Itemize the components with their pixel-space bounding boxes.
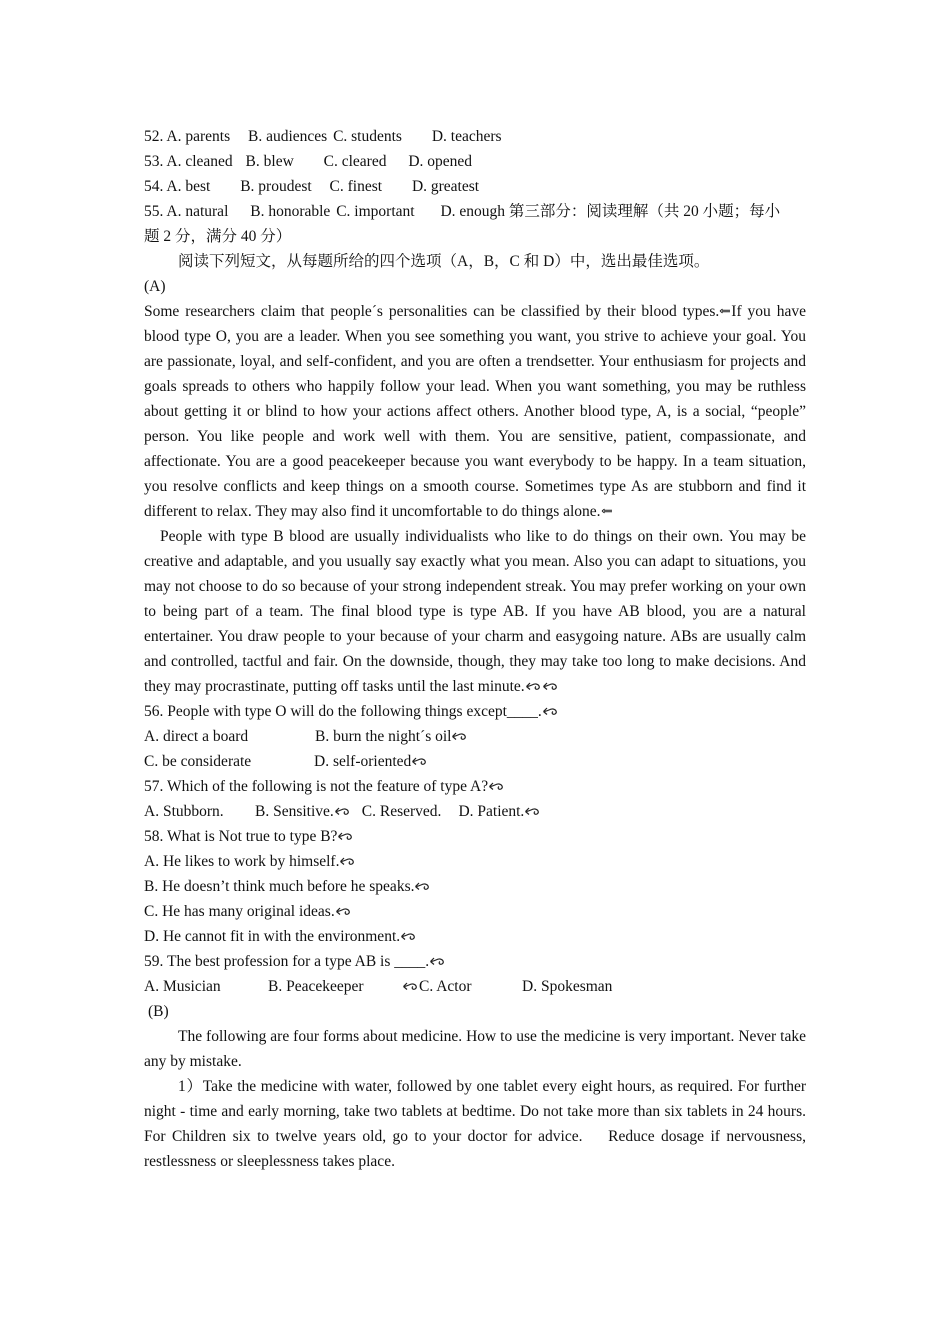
- choice-54-d: D. greatest: [411, 178, 480, 195]
- question-58-option-c: [144, 899, 806, 924]
- question-59-stem: 59. The best profession for a type AB is ____.: [144, 953, 430, 970]
- choice-54-c: C. finest: [329, 178, 383, 195]
- choice-55-c: C. important: [336, 203, 415, 220]
- choice-55-a: 55. A. natural: [144, 203, 229, 220]
- option-58-a: A. He likes to work by himself.: [144, 853, 340, 870]
- passage-b-label: (B): [148, 1003, 169, 1020]
- return-arrow-icon: [411, 756, 428, 767]
- option-57-c: C. Reserved.: [361, 803, 442, 820]
- option-56-c: C. be considerate: [144, 753, 252, 770]
- return-arrow-icon: [337, 831, 354, 842]
- return-arrow-icon: [451, 731, 468, 742]
- passage-a-label: (A): [144, 278, 166, 295]
- option-58-b: B. He doesn’t think much before he speaks.: [144, 878, 415, 895]
- question-59: [144, 949, 806, 974]
- option-56-b: B. burn the night´s oil: [315, 728, 452, 745]
- choice-55-b: B. honorable: [250, 203, 331, 220]
- passage-b-item-1: 1）Take the medicine with water, followed by one tablet every eight hours, as required. For further night - time and early morning, take two tablets at bedtime. Do not take more than six tablets in 24 hours. For Children six to twelve years old, go to your doctor for advice. Reduce dosage if nervousness, restlessness or sleeplessness takes place.: [144, 1078, 810, 1170]
- option-58-d: D. He cannot fit in with the environment.: [144, 928, 401, 945]
- choice-55-d: D. enough: [440, 203, 506, 220]
- paragraph-mark-icon: [601, 506, 613, 516]
- return-arrow-icon: [334, 806, 351, 817]
- passage-a-paragraph-1: [144, 299, 806, 524]
- question-56: [144, 699, 806, 724]
- instruction-text: 阅读下列短文，从每题所给的四个选项（A，B，C 和 D）中，选出最佳选项。: [178, 253, 710, 270]
- option-59-b: B. Peacekeeper: [268, 978, 364, 995]
- question-58-option-a: [144, 849, 806, 874]
- return-arrow-icon: [542, 706, 559, 717]
- option-59-d: D. Spokesman: [522, 978, 613, 995]
- passage-a-para1-start: Some researchers claim that people´s personalities can be classified by their blood types.: [144, 303, 720, 320]
- passage-a-paragraph-2: [144, 524, 806, 699]
- question-56-options-cd: [144, 749, 806, 774]
- choice-52-c: C. students: [333, 128, 402, 145]
- question-57-options: [144, 799, 806, 824]
- passage-a-para2-text: People with type B blood are usually individualists who like to do things on their own. You may be creative and adaptable, and you usually say exactly what you mean. Also you can adapt to situations, you may not choose to do so because of your strong independent streak. You may prefer working on your own to being part of a team. The final blood type is type AB. If you have AB blood, you are a natural entertainer. You draw people to your because of your charm and easygoing nature. ABs are usually calm and controlled, tactful and fair. On the downside, though, they may take too long to make decisions. And they may procrastinate, putting off tasks until the last minute.: [144, 528, 806, 695]
- question-56-stem: 56. People with type O will do the following things except____.: [144, 703, 542, 720]
- choice-54-a: 54. A. best: [144, 178, 211, 195]
- return-arrow-icon: [542, 681, 559, 692]
- choice-52-b: B. audiences: [247, 128, 328, 145]
- option-59-a: A. Musician: [144, 978, 221, 995]
- return-arrow-icon: [335, 906, 352, 917]
- question-56-options-ab: [144, 724, 806, 749]
- choice-53-d: D. opened: [408, 153, 473, 170]
- question-58-option-d: [144, 924, 806, 949]
- question-57-stem: 57. Which of the following is not the feature of type A?: [144, 778, 489, 795]
- choice-53-c: C. cleared: [323, 153, 387, 170]
- option-57-a: A. Stubborn.: [144, 803, 224, 820]
- choice-row-52: [144, 124, 806, 149]
- choice-53-b: B. blew: [245, 153, 294, 170]
- question-57: [144, 774, 806, 799]
- passage-a-para1-rest: If you have blood type O, you are a leader. When you see something you want, you strive to achieve your goal. You are passionate, loyal, and self-confident, and you are often a trendsetter. Your enthusiasm for projects and goals spreads to others who happily follow your lead. When you want something, you may be ruthless about getting it or blind to how your actions affect others. Another blood type, A, is a social, “people” person. You like people and work well with them. You are sensitive, patient, compassionate, and affectionate. You are a good peacekeeper because you want everybody to be happy. In a team situation, you resolve conflicts and keep things on a smooth course. Sometimes type As are stubborn and find it different to relax. They may also find it uncomfortable to do things alone.: [144, 303, 806, 520]
- question-58: [144, 824, 806, 849]
- question-58-stem: 58. What is Not true to type B?: [144, 828, 338, 845]
- passage-b-intro: The following are four forms about medicine. How to use the medicine is very important. Never take any by mistake.: [144, 1028, 806, 1070]
- return-arrow-icon: [402, 981, 419, 992]
- option-58-c: C. He has many original ideas.: [144, 903, 335, 920]
- choice-row-53: [144, 149, 806, 174]
- section-heading: 第三部分：阅读理解（共 20 小题；每小: [508, 203, 781, 220]
- question-58-option-b: [144, 874, 806, 899]
- return-arrow-icon: [488, 781, 505, 792]
- choice-52-a: 52. A. parents: [144, 128, 231, 145]
- return-arrow-icon: [524, 806, 541, 817]
- return-arrow-icon: [429, 956, 446, 967]
- choice-row-55: [144, 199, 806, 224]
- return-arrow-icon: [414, 881, 431, 892]
- section-heading-cont: 题 2 分，满分 40 分）: [144, 228, 292, 245]
- return-arrow-icon: [525, 681, 542, 692]
- option-57-d: D. Patient.: [458, 803, 525, 820]
- paragraph-mark-icon: [719, 306, 731, 316]
- choice-54-b: B. proudest: [240, 178, 312, 195]
- return-arrow-icon: [400, 931, 417, 942]
- choice-53-a: 53. A. cleaned: [144, 153, 233, 170]
- option-57-b: B. Sensitive.: [255, 803, 334, 820]
- question-59-options: [144, 974, 806, 999]
- document-page: [144, 124, 810, 1174]
- choice-52-d: D. teachers: [431, 128, 502, 145]
- option-59-c: C. Actor: [419, 978, 472, 995]
- option-56-d: D. self-oriented: [314, 753, 412, 770]
- choice-row-54: [144, 174, 806, 199]
- return-arrow-icon: [339, 856, 356, 867]
- option-56-a: A. direct a board: [144, 728, 249, 745]
